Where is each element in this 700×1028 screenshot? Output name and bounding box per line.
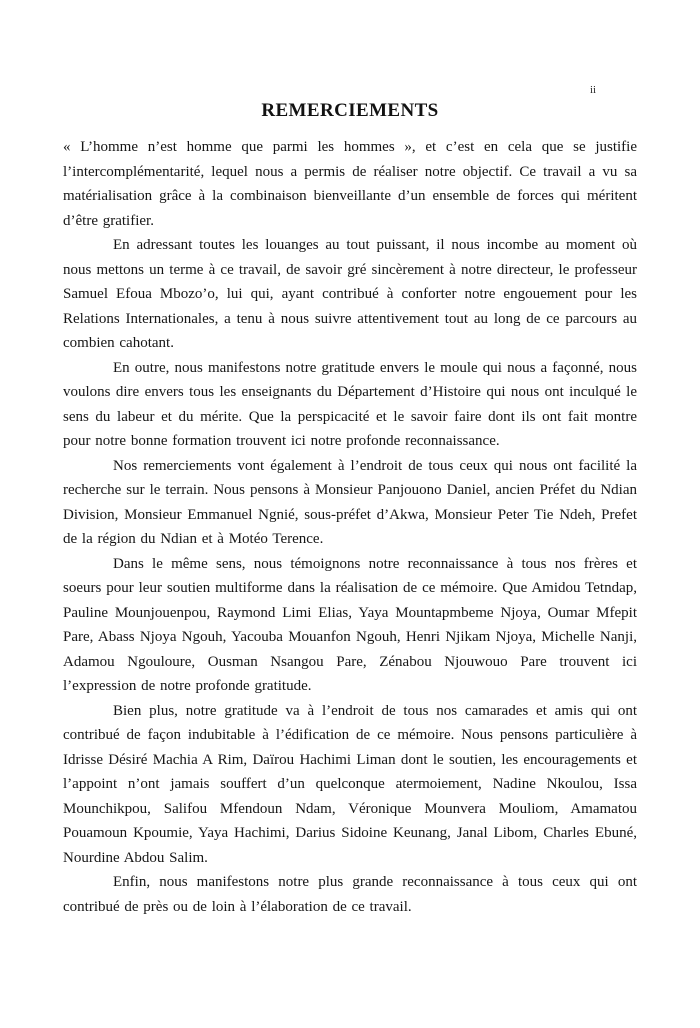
page-title: REMERCIEMENTS	[261, 100, 439, 121]
body-text	[63, 135, 637, 919]
paragraph-director-thanks: En adressant toutes les louanges au tout puissant, il nous incombe au moment où nous mettons un terme à ce travail, de savoir gré sincèrement à notre directeur, le professeur Samuel Efoua Mbozo’o, lui qui, ayant contribué à conforter notre engouement pour les Relations Internationales, a tenu à nous suivre attentivement tout au long de ce parcours au combien cahotant.	[63, 237, 637, 351]
paragraph-closing-thanks: Enfin, nous manifestons notre plus grande reconnaissance à tous ceux qui ont contribué de près ou de loin à l’élaboration de ce travail.	[63, 874, 637, 915]
paragraph-opening-quote: « L’homme n’est homme que parmi les hommes », et c’est en cela que se justifie l’intercomplémentarité, lequel nous a permis de réaliser notre objectif. Ce travail a vu sa matérialisation grâce à la combinaison bienveillante d’un ensemble de forces qui méritent d’être gratifier.	[63, 139, 637, 229]
paragraph-teachers-thanks: En outre, nous manifestons notre gratitude envers le moule qui nous a façonné, nous voulons dire envers tous les enseignants du Département d’Histoire qui nous ont inculqué le sens du labeur et du mérite. Que la perspicacité et le savoir faire dont ils ont fait montre pour notre bonne formation trouvent ici notre profonde reconnaissance.	[63, 359, 637, 449]
page-number: ii	[590, 84, 597, 96]
paragraph-friends-thanks: Bien plus, notre gratitude va à l’endroit de tous nos camarades et amis qui ont contribué de façon indubitable à l’édification de ce mémoire. Nous pensons particulière à Idrisse Désiré Machia A Rim, Daïrou Hachimi Liman dont le soutien, les encouragements et l’appoint n’ont jamais souffert d’un quelconque atermoiement, Nadine Nkoulou, Issa Mounchikpou, Salifou Mfendoun Ndam, Véronique Mounvera Mouliom, Amamatou Pouamoun Kpoumie, Yaya Hachimi, Darius Sidoine Keunang, Janal Libom, Charles Ebuné, Nourdine Abdou Salim.	[63, 702, 637, 866]
paragraph-family-thanks: Dans le même sens, nous témoignons notre reconnaissance à tous nos frères et soeurs pour leur soutien multiforme dans la réalisation de ce mémoire. Que Amidou Tetndap, Pauline Mounjouenpou, Raymond Limi Elias, Yaya Mountapmbeme Njoya, Oumar Mfepit Pare, Abass Njoya Ngouh, Yacouba Mouanfon Ngouh, Henri Njikam Njoya, Michelle Nanji, Adamou Ngouloure, Ousman Nsangou Pare, Zénabou Njouwouo Pare trouvent ici l’expression de notre profonde gratitude.	[63, 555, 637, 694]
page-content	[63, 100, 637, 919]
paragraph-field-research-thanks: Nos remerciements vont également à l’endroit de tous ceux qui nous ont facilité la recherche sur le terrain. Nous pensons à Monsieur Panjouono Daniel, ancien Préfet du Ndian Division, Monsieur Emmanuel Ngnié, sous-préfet d’Akwa, Monsieur Peter Tie Ndeh, Prefet de la région du Ndian et à Motéo Terence.	[63, 457, 637, 547]
